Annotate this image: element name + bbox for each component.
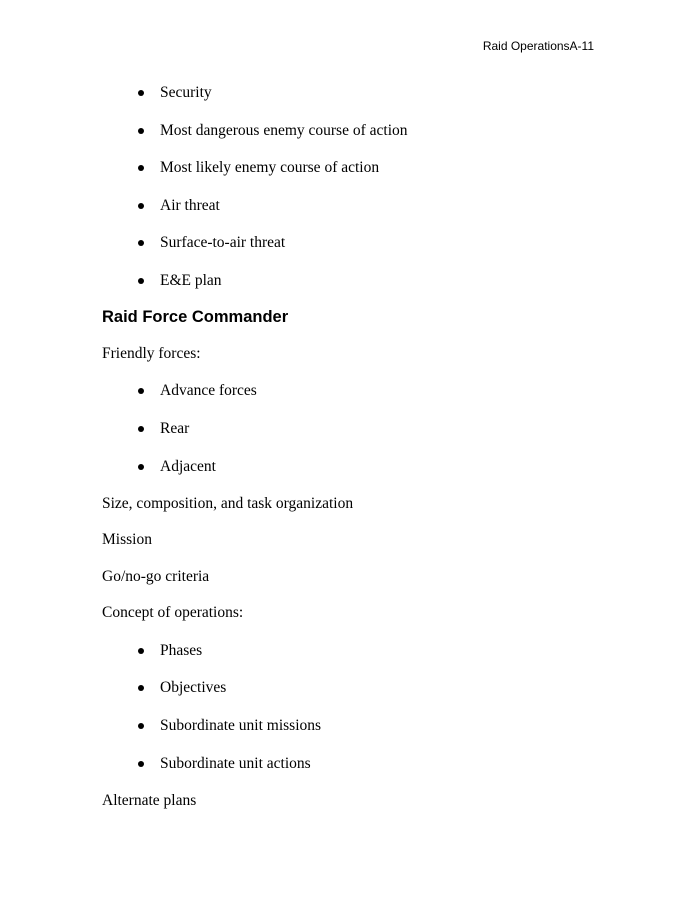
bullet-icon (138, 761, 144, 767)
concept-label: Concept of operations: (102, 604, 244, 621)
list-item-label: Surface-to-air threat (160, 234, 286, 251)
list-item-label: Air threat (160, 197, 220, 214)
bullet-icon (138, 388, 144, 394)
bullet-icon (138, 426, 144, 432)
list-item-label: Rear (160, 420, 190, 437)
list-item-label: Security (160, 84, 212, 101)
running-header: Raid OperationsA-11 (482, 39, 594, 53)
bullet-icon (138, 203, 144, 209)
mission-line: Mission (102, 531, 152, 548)
bullet-icon (138, 648, 144, 654)
bullet-icon (138, 723, 144, 729)
list-item-label: Most likely enemy course of action (160, 159, 380, 176)
list-item-label: Advance forces (160, 382, 257, 399)
list-item-label: Subordinate unit actions (160, 755, 311, 772)
section-heading: Raid Force Commander (102, 308, 289, 326)
alternate-plans-line: Alternate plans (102, 792, 197, 809)
bullet-icon (138, 90, 144, 96)
size-composition-line: Size, composition, and task organization (102, 495, 354, 512)
list-item-label: Subordinate unit missions (160, 717, 322, 734)
list-item-label: E&E plan (160, 272, 222, 289)
bullet-icon (138, 278, 144, 284)
bullet-icon (138, 128, 144, 134)
bullet-icon (138, 464, 144, 470)
bullet-icon (138, 240, 144, 246)
list-item-label: Adjacent (160, 458, 216, 475)
bullet-icon (138, 165, 144, 171)
list-item-label: Phases (160, 642, 203, 659)
friendly-forces-label: Friendly forces: (102, 345, 201, 362)
go-no-go-line: Go/no-go criteria (102, 568, 210, 585)
list-item-label: Objectives (160, 679, 227, 696)
list-item-label: Most dangerous enemy course of action (160, 122, 408, 139)
bullet-icon (138, 685, 144, 691)
